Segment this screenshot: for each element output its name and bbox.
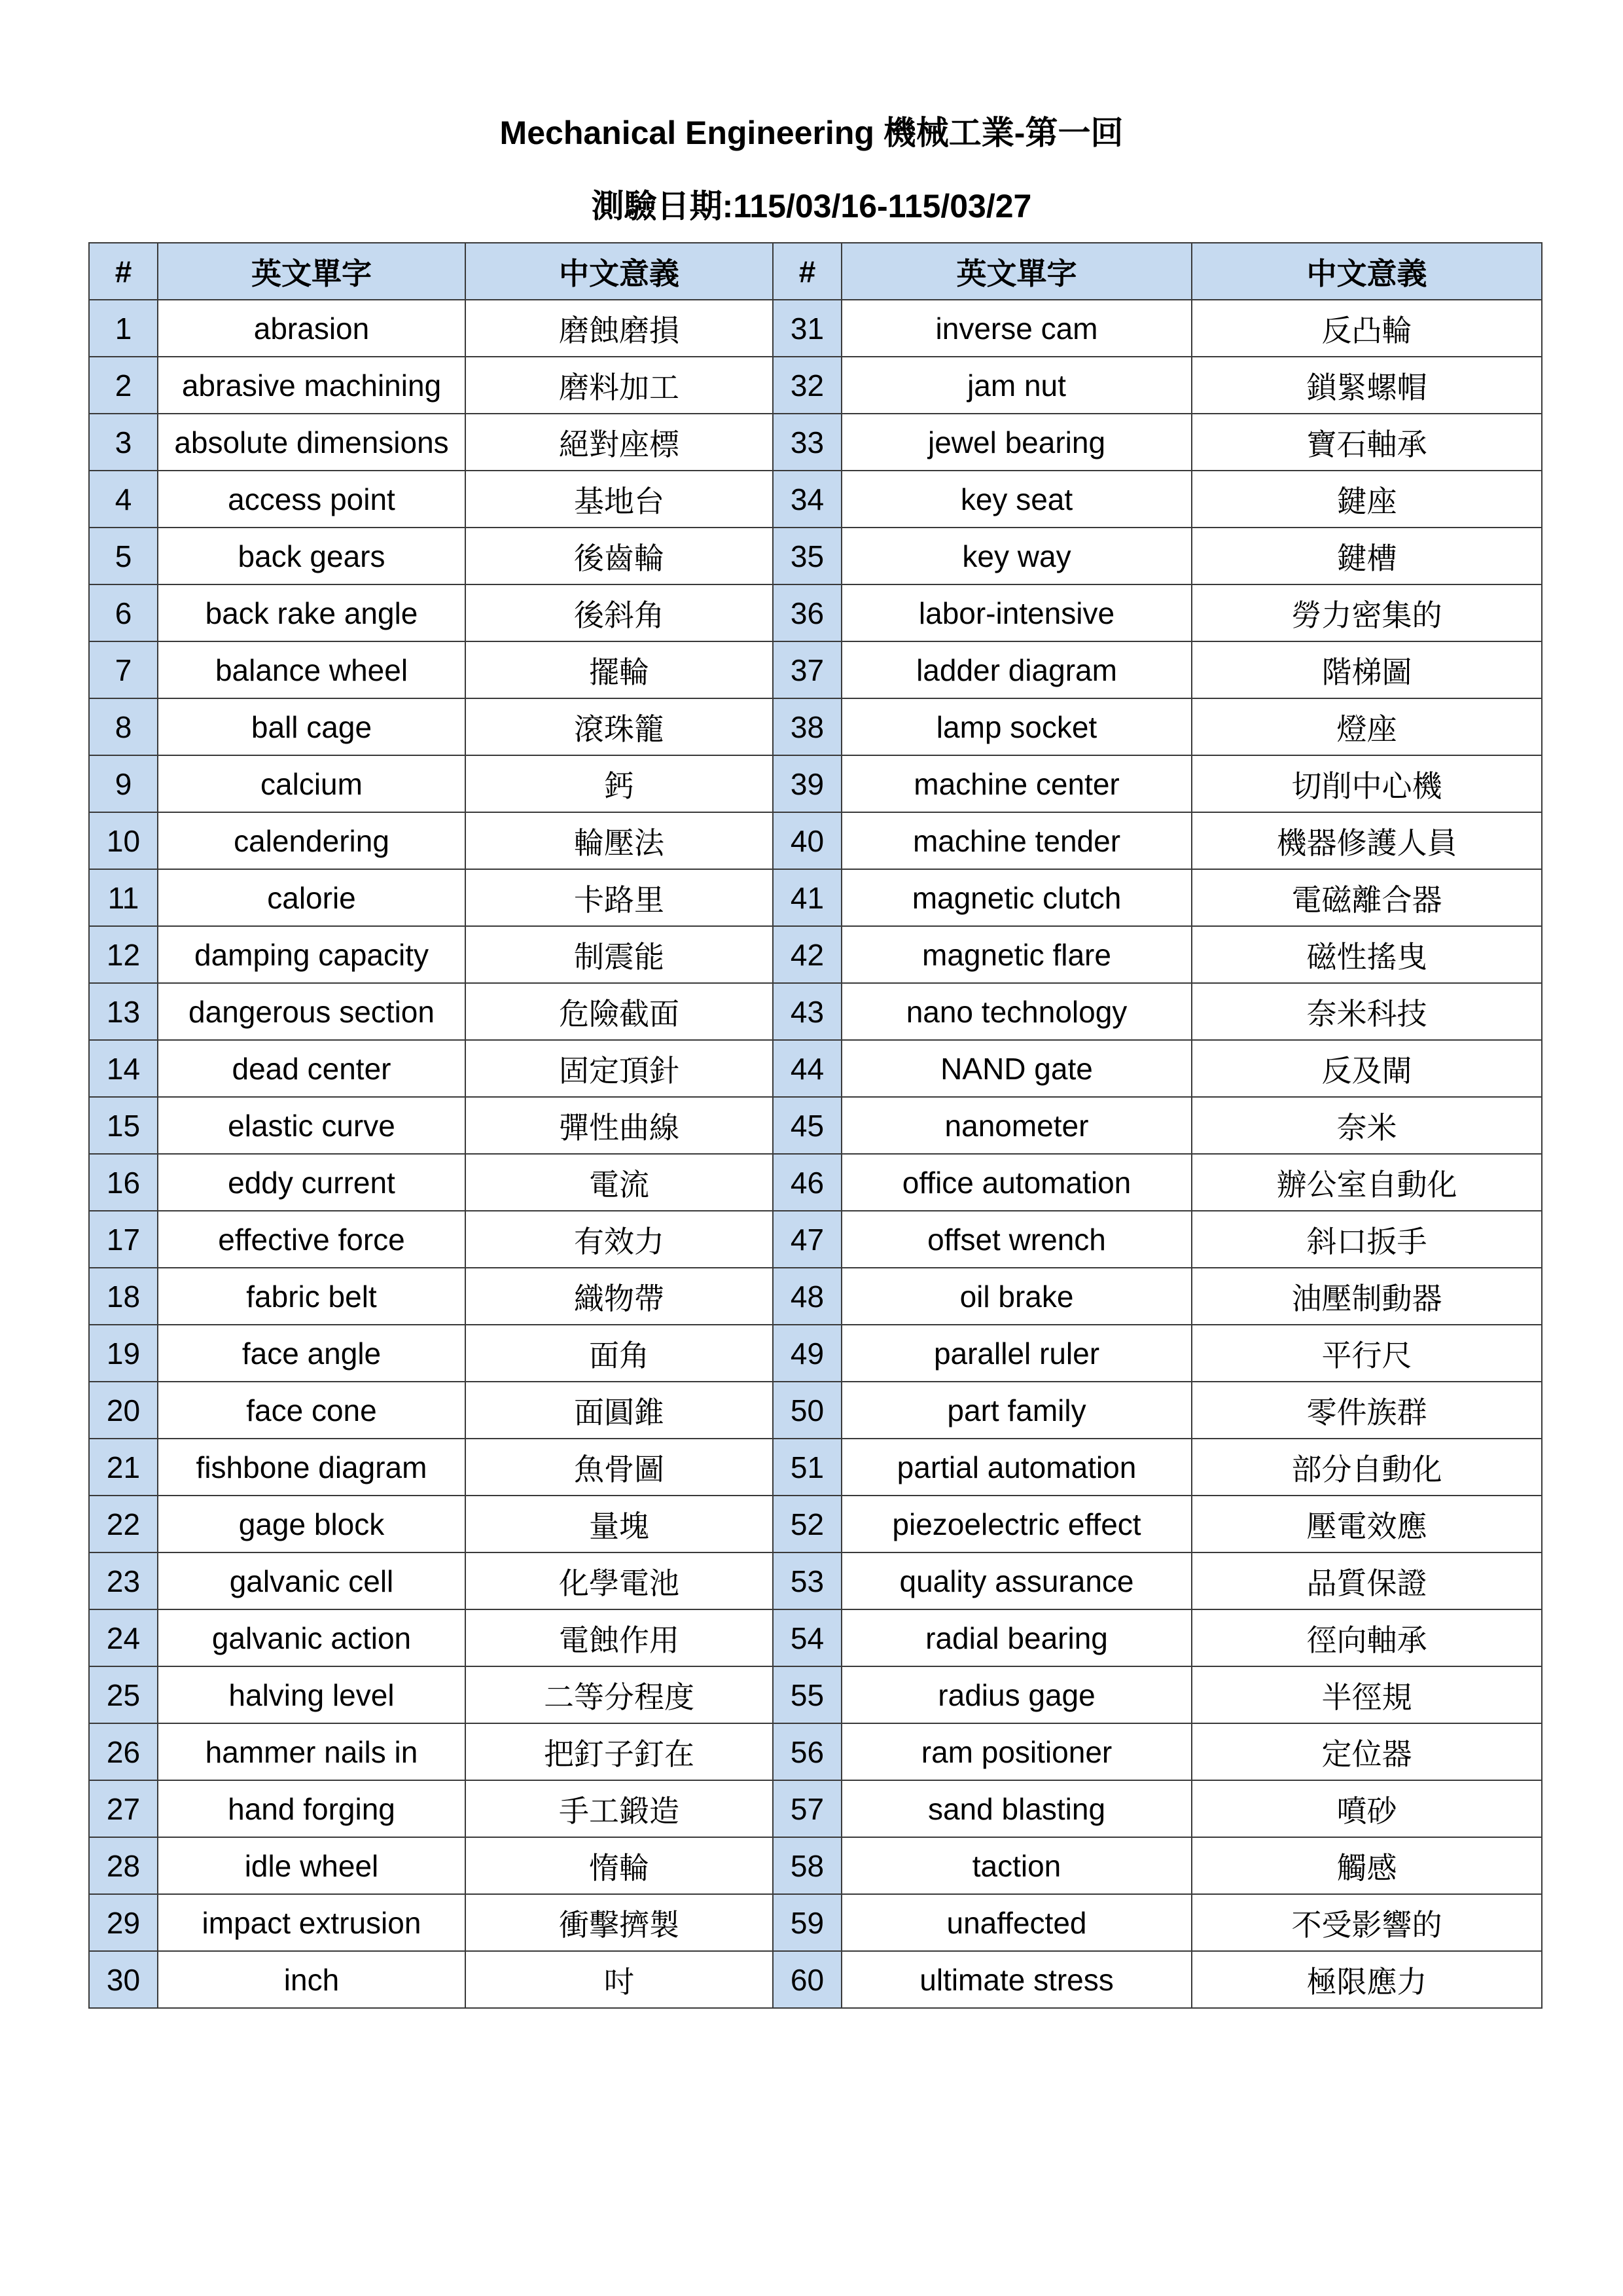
table-row [89,1325,1542,1382]
table-row [89,1951,1542,2008]
number-right: 49 [773,1325,842,1382]
chinese-meaning-left: 電流 [465,1154,773,1211]
number-left: 17 [89,1211,158,1268]
number-right: 41 [773,869,842,926]
english-term-left: back gears [158,528,465,584]
number-left: 13 [89,983,158,1040]
english-term-right: magnetic clutch [842,869,1192,926]
chinese-meaning-right: 切削中心機 [1192,755,1542,812]
english-term-left: eddy current [158,1154,465,1211]
number-left: 21 [89,1439,158,1496]
table-row [89,528,1542,584]
english-term-right: nano technology [842,983,1192,1040]
chinese-meaning-left: 危險截面 [465,983,773,1040]
vocabulary-rows [89,300,1542,2008]
english-term-left: abrasion [158,300,465,357]
header-chinese-right: 中文意義 [1192,243,1542,300]
chinese-meaning-right: 磁性搖曳 [1192,926,1542,983]
chinese-meaning-left: 吋 [465,1951,773,2008]
chinese-meaning-left: 磨料加工 [465,357,773,414]
number-left: 16 [89,1154,158,1211]
table-row [89,1268,1542,1325]
english-term-left: dangerous section [158,983,465,1040]
english-term-left: effective force [158,1211,465,1268]
table-row [89,1837,1542,1894]
english-term-left: damping capacity [158,926,465,983]
number-right: 32 [773,357,842,414]
chinese-meaning-right: 觸感 [1192,1837,1542,1894]
chinese-meaning-left: 鈣 [465,755,773,812]
english-term-right: piezoelectric effect [842,1496,1192,1552]
chinese-meaning-right: 噴砂 [1192,1780,1542,1837]
chinese-meaning-right: 寶石軸承 [1192,414,1542,471]
number-right: 59 [773,1894,842,1951]
table-row [89,1040,1542,1097]
english-term-right: partial automation [842,1439,1192,1496]
number-left: 11 [89,869,158,926]
number-left: 29 [89,1894,158,1951]
table-row [89,1894,1542,1951]
english-term-left: face cone [158,1382,465,1439]
chinese-meaning-left: 滾珠籠 [465,698,773,755]
chinese-meaning-right: 壓電效應 [1192,1496,1542,1552]
number-right: 54 [773,1609,842,1666]
chinese-meaning-left: 惰輪 [465,1837,773,1894]
english-term-left: halving level [158,1666,465,1723]
number-left: 26 [89,1723,158,1780]
table-row [89,1382,1542,1439]
chinese-meaning-right: 鎖緊螺帽 [1192,357,1542,414]
english-term-left: ball cage [158,698,465,755]
number-left: 23 [89,1552,158,1609]
number-left: 6 [89,584,158,641]
number-left: 5 [89,528,158,584]
number-left: 7 [89,641,158,698]
chinese-meaning-right: 辦公室自動化 [1192,1154,1542,1211]
header-number-right: # [773,243,842,300]
table-row [89,1211,1542,1268]
english-term-right: machine tender [842,812,1192,869]
number-right: 43 [773,983,842,1040]
english-term-right: ladder diagram [842,641,1192,698]
number-left: 3 [89,414,158,471]
number-right: 51 [773,1439,842,1496]
number-left: 15 [89,1097,158,1154]
chinese-meaning-right: 半徑規 [1192,1666,1542,1723]
chinese-meaning-left: 手工鍛造 [465,1780,773,1837]
number-right: 46 [773,1154,842,1211]
table-row [89,1097,1542,1154]
chinese-meaning-left: 織物帶 [465,1268,773,1325]
test-date: 測驗日期:115/03/16-115/03/27 [591,188,1032,224]
english-term-right: taction [842,1837,1192,1894]
number-right: 52 [773,1496,842,1552]
chinese-meaning-left: 面角 [465,1325,773,1382]
english-term-right: oil brake [842,1268,1192,1325]
chinese-meaning-right: 鍵座 [1192,471,1542,528]
vocabulary-table [88,242,1543,2009]
table-row [89,812,1542,869]
table-row [89,1439,1542,1496]
number-right: 56 [773,1723,842,1780]
english-term-right: quality assurance [842,1552,1192,1609]
chinese-meaning-right: 奈米 [1192,1097,1542,1154]
number-right: 35 [773,528,842,584]
table-row [89,869,1542,926]
chinese-meaning-left: 有效力 [465,1211,773,1268]
number-right: 50 [773,1382,842,1439]
english-term-right: radius gage [842,1666,1192,1723]
chinese-meaning-left: 面圓錐 [465,1382,773,1439]
header-chinese-left: 中文意義 [465,243,773,300]
english-term-right: parallel ruler [842,1325,1192,1382]
number-left: 24 [89,1609,158,1666]
number-left: 8 [89,698,158,755]
number-right: 55 [773,1666,842,1723]
number-right: 53 [773,1552,842,1609]
chinese-meaning-left: 量塊 [465,1496,773,1552]
chinese-meaning-left: 化學電池 [465,1552,773,1609]
english-term-right: key way [842,528,1192,584]
number-right: 44 [773,1040,842,1097]
number-right: 34 [773,471,842,528]
header-english-left: 英文單字 [158,243,465,300]
chinese-meaning-left: 二等分程度 [465,1666,773,1723]
english-term-right: inverse cam [842,300,1192,357]
number-right: 37 [773,641,842,698]
english-term-left: elastic curve [158,1097,465,1154]
table-row [89,414,1542,471]
chinese-meaning-right: 反及閘 [1192,1040,1542,1097]
english-term-right: nanometer [842,1097,1192,1154]
chinese-meaning-right: 極限應力 [1192,1951,1542,2008]
table-row [89,584,1542,641]
number-left: 27 [89,1780,158,1837]
chinese-meaning-right: 鍵槽 [1192,528,1542,584]
chinese-meaning-right: 勞力密集的 [1192,584,1542,641]
chinese-meaning-left: 把釘子釘在 [465,1723,773,1780]
table-row [89,755,1542,812]
chinese-meaning-left: 衝擊擠製 [465,1894,773,1951]
table-row [89,300,1542,357]
number-left: 20 [89,1382,158,1439]
english-term-right: jam nut [842,357,1192,414]
english-term-left: hammer nails in [158,1723,465,1780]
english-term-left: calcium [158,755,465,812]
table-row [89,641,1542,698]
english-term-right: part family [842,1382,1192,1439]
table-row [89,1666,1542,1723]
chinese-meaning-right: 奈米科技 [1192,983,1542,1040]
english-term-left: dead center [158,1040,465,1097]
table-row [89,1780,1542,1837]
english-term-left: abrasive machining [158,357,465,414]
chinese-meaning-right: 徑向軸承 [1192,1609,1542,1666]
chinese-meaning-left: 制震能 [465,926,773,983]
chinese-meaning-right: 斜口扳手 [1192,1211,1542,1268]
number-left: 19 [89,1325,158,1382]
english-term-left: fabric belt [158,1268,465,1325]
english-term-left: galvanic action [158,1609,465,1666]
table-row [89,1723,1542,1780]
number-right: 57 [773,1780,842,1837]
table-row [89,1552,1542,1609]
chinese-meaning-right: 電磁離合器 [1192,869,1542,926]
number-left: 2 [89,357,158,414]
number-right: 48 [773,1268,842,1325]
number-right: 45 [773,1097,842,1154]
english-term-left: back rake angle [158,584,465,641]
chinese-meaning-right: 反凸輪 [1192,300,1542,357]
english-term-right: ram positioner [842,1723,1192,1780]
english-term-left: absolute dimensions [158,414,465,471]
english-term-right: machine center [842,755,1192,812]
chinese-meaning-right: 燈座 [1192,698,1542,755]
chinese-meaning-right: 階梯圖 [1192,641,1542,698]
chinese-meaning-left: 絕對座標 [465,414,773,471]
number-right: 38 [773,698,842,755]
english-term-left: balance wheel [158,641,465,698]
english-term-right: magnetic flare [842,926,1192,983]
document-title: Mechanical Engineering 機械工業-第一回 [499,115,1124,151]
chinese-meaning-right: 平行尺 [1192,1325,1542,1382]
table-row [89,1154,1542,1211]
english-term-right: radial bearing [842,1609,1192,1666]
english-term-right: sand blasting [842,1780,1192,1837]
table-row [89,1609,1542,1666]
table-row [89,926,1542,983]
english-term-left: impact extrusion [158,1894,465,1951]
english-term-right: jewel bearing [842,414,1192,471]
number-left: 28 [89,1837,158,1894]
english-term-left: hand forging [158,1780,465,1837]
number-right: 33 [773,414,842,471]
number-left: 30 [89,1951,158,2008]
number-right: 42 [773,926,842,983]
table-row [89,1496,1542,1552]
english-term-left: face angle [158,1325,465,1382]
number-left: 22 [89,1496,158,1552]
chinese-meaning-right: 機器修護人員 [1192,812,1542,869]
header-english-right: 英文單字 [842,243,1192,300]
english-term-left: gage block [158,1496,465,1552]
english-term-left: galvanic cell [158,1552,465,1609]
number-left: 25 [89,1666,158,1723]
number-left: 18 [89,1268,158,1325]
number-left: 14 [89,1040,158,1097]
chinese-meaning-right: 定位器 [1192,1723,1542,1780]
english-term-left: fishbone diagram [158,1439,465,1496]
english-term-left: access point [158,471,465,528]
table-row [89,471,1542,528]
chinese-meaning-right: 油壓制動器 [1192,1268,1542,1325]
english-term-right: ultimate stress [842,1951,1192,2008]
table-row [89,983,1542,1040]
number-right: 60 [773,1951,842,2008]
chinese-meaning-left: 後齒輪 [465,528,773,584]
chinese-meaning-left: 彈性曲線 [465,1097,773,1154]
table-row [89,698,1542,755]
chinese-meaning-left: 基地台 [465,471,773,528]
number-left: 1 [89,300,158,357]
english-term-right: key seat [842,471,1192,528]
number-right: 40 [773,812,842,869]
english-term-right: offset wrench [842,1211,1192,1268]
chinese-meaning-right: 品質保證 [1192,1552,1542,1609]
chinese-meaning-right: 不受影響的 [1192,1894,1542,1951]
table-row [89,357,1542,414]
chinese-meaning-left: 卡路里 [465,869,773,926]
english-term-right: lamp socket [842,698,1192,755]
chinese-meaning-left: 輪壓法 [465,812,773,869]
number-left: 10 [89,812,158,869]
header-row [89,243,1542,300]
chinese-meaning-right: 零件族群 [1192,1382,1542,1439]
chinese-meaning-left: 魚骨圖 [465,1439,773,1496]
chinese-meaning-left: 電蝕作用 [465,1609,773,1666]
english-term-left: calorie [158,869,465,926]
number-right: 47 [773,1211,842,1268]
chinese-meaning-right: 部分自動化 [1192,1439,1542,1496]
english-term-right: unaffected [842,1894,1192,1951]
number-right: 39 [773,755,842,812]
chinese-meaning-left: 後斜角 [465,584,773,641]
number-left: 4 [89,471,158,528]
english-term-right: labor-intensive [842,584,1192,641]
number-right: 58 [773,1837,842,1894]
number-right: 36 [773,584,842,641]
number-right: 31 [773,300,842,357]
english-term-left: idle wheel [158,1837,465,1894]
number-left: 9 [89,755,158,812]
english-term-right: NAND gate [842,1040,1192,1097]
english-term-left: inch [158,1951,465,2008]
header-number-left: # [89,243,158,300]
english-term-left: calendering [158,812,465,869]
chinese-meaning-left: 固定頂針 [465,1040,773,1097]
chinese-meaning-left: 擺輪 [465,641,773,698]
english-term-right: office automation [842,1154,1192,1211]
chinese-meaning-left: 磨蝕磨損 [465,300,773,357]
number-left: 12 [89,926,158,983]
